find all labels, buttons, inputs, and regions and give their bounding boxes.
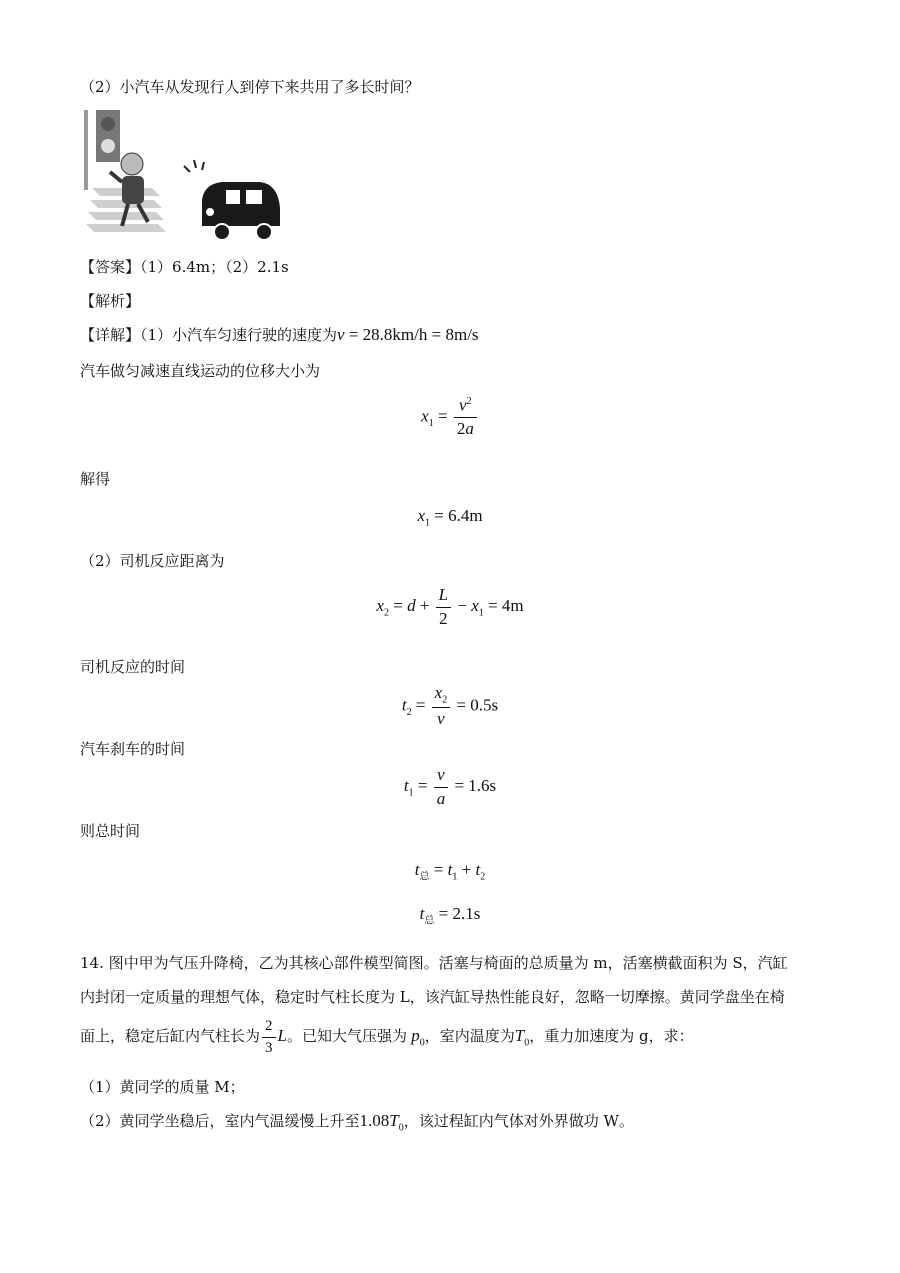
- equation-t2: $t_2$ = $\frac{x_2}{v}$ = 0.5s: [401, 683, 499, 729]
- question-14-line1: 14. 图中甲为气压升降椅，乙为其核心部件模型简图。活塞与椅面的总质量为 m，活塞横截面积为 S，汽缸: [80, 954, 788, 972]
- solve-label: 解得: [80, 470, 111, 488]
- question-14-line3: 面上，稳定后缸内气柱长为 $\frac{2}{3}$ L。已知大气压强为 $p_0$，室内温度为$T_0$，重力加速度为 g，求：: [80, 1018, 694, 1056]
- equation-x1-result: $x_1 = 6.4m$: [417, 506, 483, 529]
- question-14-sub2: （2）黄同学坐稳后，室内气温缓慢上升至$1.08T_0$，该过程缸内气体对外界做功 W。: [80, 1111, 634, 1134]
- equation-x1: $x_1$ = $\frac{v^2}{2a}$: [0, 396, 900, 439]
- step-displacement: 汽车做匀减速直线运动的位移大小为: [80, 362, 321, 380]
- detail-line: [80, 324, 479, 345]
- analysis-label: 【解析】: [80, 292, 141, 310]
- question-14-line2: 内封闭一定质量的理想气体，稳定时气柱长度为 L，该汽缸导热性能良好，忽略一切摩擦。黄同学盘坐在椅: [80, 988, 785, 1006]
- detail-equation: v = 28.8km/h = 8m/s: [337, 325, 479, 344]
- reaction-time-label: 司机反应的时间: [80, 658, 186, 676]
- total-time-label: 则总时间: [80, 822, 141, 840]
- question-2: （2）小汽车从发现行人到停下来共用了多长时间？: [80, 78, 420, 96]
- car-icon: [202, 182, 280, 240]
- part2-reaction-distance: （2）司机反应距离为: [80, 552, 225, 570]
- alert-marks-icon: [184, 160, 204, 172]
- question-14-sub1: （1）黄同学的质量 M；: [80, 1078, 245, 1096]
- equation-total-result: $t_总 = 2.1s$: [419, 904, 481, 927]
- equation-x2: $x_2 = d$ + $\frac{L}{2}$ − $x_1 = 4m$: [376, 585, 524, 628]
- braking-time-label: 汽车刹车的时间: [80, 740, 186, 758]
- equation-total: $t_总 = t_1 + t_2$: [414, 860, 486, 883]
- answer: 【答案】（1）6.4m；（2）2.1s: [80, 258, 289, 276]
- pedestrian-crossing-car-illustration: [82, 108, 292, 244]
- equation-t1: $t_1$ = $\frac{v}{a}$ = 1.6s: [403, 765, 497, 808]
- detail-prefix: 【详解】（1）小汽车匀速行驶的速度为: [80, 326, 338, 344]
